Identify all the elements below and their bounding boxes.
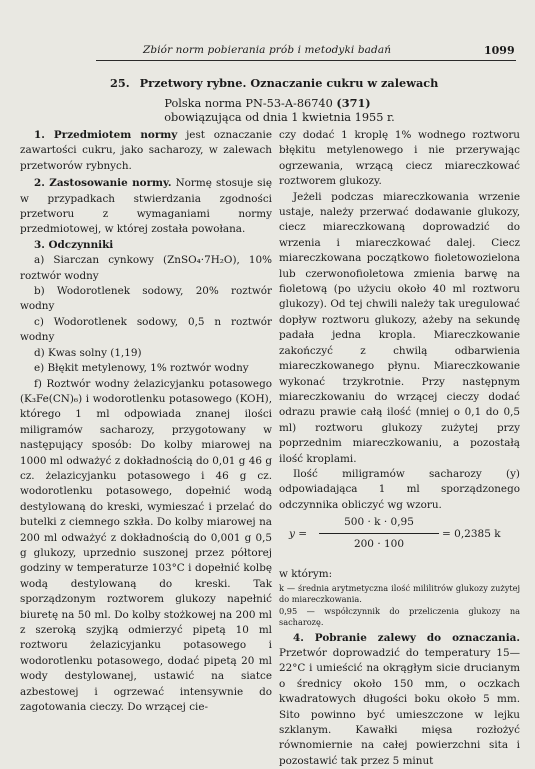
reagent-d: d) Kwas solny (1,19) bbox=[34, 346, 142, 359]
definitions bbox=[279, 583, 520, 629]
paragraph-amount: Ilość miligramów sacharozy (y) odpowiadająca 1 ml sporządzonego odczynnika obliczyć wg wzoru. bbox=[279, 467, 520, 511]
paragraph-1 bbox=[20, 128, 272, 174]
where-label: w którym: bbox=[279, 568, 333, 581]
norm-designation bbox=[0, 96, 535, 110]
formula-denominator: 200 · 100 bbox=[353, 538, 405, 551]
definition-k: k — średnia arytmetyczna ilość mililitrów glukozy zużytej do miareczkowania. bbox=[279, 582, 520, 605]
paragraph-2 bbox=[20, 176, 272, 238]
valid-from: obowiązująca od dnia 1 kwietnia 1955 r. bbox=[164, 111, 395, 124]
page-number: 1099 bbox=[484, 44, 515, 57]
continued-text: czy dodać 1 kroplę 1% wodnego roztworu błękitu metylenowego i nie przerywając ogrzewania, wrzącą ciecz miareczkować roztworem glukozy. bbox=[279, 129, 520, 188]
paragraph-4 bbox=[279, 631, 520, 769]
paragraph-3-heading: 3. Odczynniki bbox=[34, 238, 114, 251]
reagent-f: f) Roztwór wodny żelazicyjanku potasowego (K₃Fe(CN)₆) i wodorotlenku potasowego (KOH), którego 1 ml odpowiada znanej ilości miligramów sacharozy, przygotowany w następujący sposób: Do kolby miarowej na 1000 ml odważyć z dokładnością do 0,01 g 46 g cz. żelazicyjanku potasowego i 46 g cz. wodorotlenku potasowego, dopełnić wodą destylowaną do kreski, wymieszać i przelać do butelki z ciemnego szkła. Do kolby miarowej na 200 ml odważyć z dokładnością do 0,001 g 0,5 g glukozy, uprzednio suszonej przez półtorej godziny w temperaturze 103°C i dopełnić kolbę wodą destylowaną do kreski. Tak sporządzonym roztworem glukozy napełnić biuretę na 50 ml. Do kolby stożkowej na 200 ml z szeroką szyjką odmierzyć pipetą 10 ml roztworu żelazicyjanku potasowego i wodorotlenku potasowego, dodać pipetą 20 ml wody destylowanej, ustawić na siatce azbestowej i ogrzewać intensywnie do zagotowania cieczy. Do wrzącej cie- bbox=[20, 377, 272, 714]
formula bbox=[279, 517, 520, 567]
running-title: Zbiór norm pobierania prób i metodyki badań bbox=[143, 44, 392, 56]
section-number: 25. bbox=[110, 76, 130, 90]
definition-coefficient: 0,95 — współczynnik do przeliczenia glukozy na sacharozę. bbox=[279, 605, 520, 628]
paragraph-4-text: Przetwór doprowadzić do temperatury 15—22°C i umieścić na okrągłym sicie drucianym o średnicy około 150 mm, o oczkach kwadratowych długości boku około 5 mm. Sito powinno być umieszczone w lejku szklanym. Kawałki mięsa rozłożyć równomiernie na całej powierzchni sita i pozostawić tak przez 5 minut bbox=[279, 646, 520, 767]
formula-lhs: y = bbox=[289, 528, 308, 541]
paragraph-1-heading: 1. Przedmiotem normy bbox=[34, 129, 178, 141]
paragraph-2-text: Normę stosuje się w przypadkach stwierdzania zgodności przetworu z wymaganiami normy przedmiotowej, w której została powołana. bbox=[20, 177, 272, 236]
norm-prefix: Polska norma PN-53-A-86740 bbox=[164, 97, 333, 110]
paragraph-4-heading: 4. Pobranie zalewy do oznaczania. bbox=[293, 631, 520, 644]
norm-validity bbox=[0, 111, 535, 124]
fraction-bar bbox=[319, 533, 439, 534]
formula-numerator: 500 · k · 0,95 bbox=[344, 516, 414, 529]
formula-rhs: = 0,2385 k bbox=[442, 528, 501, 541]
paragraph-2-heading: 2. Zastosowanie normy. bbox=[34, 177, 172, 190]
reagent-e: e) Błękit metylenowy, 1% roztwór wodny bbox=[34, 362, 249, 375]
right-column bbox=[279, 128, 520, 769]
running-header bbox=[0, 44, 535, 60]
section-title: Przetwory rybne. Oznaczanie cukru w zalewach bbox=[139, 76, 439, 90]
section-heading bbox=[110, 76, 530, 90]
reagent-b: b) Wodorotlenek sodowy, 20% roztwór wodny bbox=[20, 285, 272, 313]
paragraph-1-text: jest oznaczanie zawartości cukru, jako sacharozy, w zalewach przetworów rybnych. bbox=[20, 129, 272, 172]
reagent-c: c) Wodorotlenek sodowy, 0,5 n roztwór wodny bbox=[20, 315, 272, 344]
paragraph-titration: Jeżeli podczas miareczkowania wrzenie ustaje, należy przerwać dodawanie glukozy, ciecz miareczkowaną doprowadzić do wrzenia i miareczkować dalej. Ciecz miareczkowana początkowo fioletowozielona lub czerwonofioletowa zmienia barwę na fioletową (po użyciu około 40 ml roztworu glukozy). Od tej chwili należy tak uregulować dopływ roztworu glukozy, ażeby na sekundę padała jedna kropla. Miareczkowanie zakończyć z chwilą odbarwienia miareczkowanego płynu. Miareczkowanie wykonać trzykrotnie. Przy następnym miareczkowaniu do wrzącej cieczy dodać odrazu prawie całą ilość (mniej o 0,1 do 0,5 ml) roztworu glukozy zużytej przy poprzednim miareczkowaniu, a pozostałą ilość kroplami. bbox=[279, 190, 520, 465]
header-rule bbox=[96, 60, 516, 61]
left-column bbox=[20, 128, 272, 715]
reagent-a: a) Siarczan cynkowy (ZnSO₄·7H₂O), 10% roztwór wodny bbox=[20, 254, 272, 282]
norm-ref: (371) bbox=[336, 96, 371, 110]
